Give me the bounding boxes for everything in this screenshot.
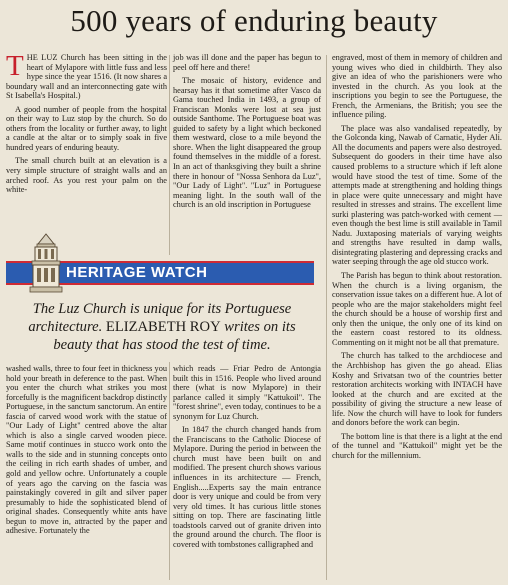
church-tower-icon (26, 232, 66, 296)
paragraph: THE LUZ Church has been sitting in the heart of Mylapore with little fuss and less hype since the year 1516. (It now shares a boundary wall and an interconnecting gate with St Isabella's Hospital.) (6, 50, 167, 101)
paragraph: The small church built at an elevation is a very simple structure of straight walls and an arched roof. As you rest your palm on the white- (6, 156, 167, 195)
paragraph: A good number of people from the hospital on their way to Luz stop by the church. So do others from the locality or further away, to light a candle at the altar or to simply soak in five hundred years of enduring beauty. (6, 104, 167, 152)
deck-tail: writes on its beauty that has stood the test of time. (53, 319, 296, 353)
column-3 (332, 53, 502, 579)
column-1-top (6, 50, 167, 257)
paragraph: The place was also vandalised repeatedly, by the Golconda king, Nawab of Carnatic, Hyder Ali. All the documents and papers were also destroyed. Subsequent do gooders in their time have also caused problems to a structure which if left alone would have stood the test of time. Some of the attempts made at strengthening and holding things in place were quite unnecessary and might have resulted in stresses and strains. The excellent lime surki plastering was patch-worked with cement — even though the best lime is still available in Tamil Nadu. Juxtaposing materials of varying weights and strengths have resulted in damp walls, disintegrating plastering and depressing cracks and water seeping through the age old stucco work. (332, 123, 502, 267)
dropcap: T (6, 50, 24, 82)
column-rule (169, 55, 170, 255)
paragraph: In 1847 the church changed hands from the Franciscans to the Catholic Diocese of Mylapore. During the period in between the church must have been built on and modified. The present church shows various influences in its architecture — French, English.....Experts say the main entrance door is very unique and could be from very very old times. It has curious little stones sitting on top. There are fascinating little toadstools carved out of granite driven into the ground around the church. The floor is covered with tombstones calligraphed and (173, 425, 321, 549)
paragraph: The church has talked to the archdiocese and the Archbishop has given the go ahead. Elias Koshy and Srivatsan two of the countries better restoration architects working with INTACH have looked at the church and are excited at the possibility of giving the structure a new lease of life. Now the church will have to look for funders and donors before the work can begin. (332, 351, 502, 428)
paragraph: engraved, most of them in memory of children and young wives who died in childbirth. They also give an idea of who the parishioners were who invested in the church. As you look at the inscriptions you begin to see the Portuguese, the French, the Armenians, the British; you see the influence piling. (332, 53, 502, 120)
paragraph: job was ill done and the paper has begun to peel off here and there! (173, 53, 321, 72)
banner-label: HERITAGE WATCH (66, 264, 208, 281)
column-rule (169, 362, 170, 580)
column-rule (326, 55, 327, 580)
byline-author: ELIZABETH ROY (105, 319, 221, 335)
headline: 500 years of enduring beauty (70, 3, 438, 38)
column-2-bottom (173, 364, 321, 580)
deck (14, 300, 310, 354)
column-1-bottom (6, 364, 167, 580)
deck-main: The Luz Church is unique for its Portuguese architecture. (28, 301, 292, 335)
paragraph: washed walls, three to four feet in thickness you hold your breath in deference to the past. When you enter the church what strikes you most forcefully is the magnificent backdrop distinctly Portuguese, in the sanctum sanctorum. An entire fascia of carved wood work with the statue of "Our Lady of Light" centred above the altar which is also a single carved wooden piece. Same motif continues in stucco work onto the walls to the side and in stunning concepts onto the ceiling in rich earth shades of umber, and gold and yellow ochre. Unfortunately a couple of years ago the carving on the fascia was painstakingly covered in gilt and silver paper presumably to hide the sophisticated blend of original shades. Consequently white ants have begun to move in, attracted by the paper and adhesive. Fortunately the (6, 364, 167, 536)
paragraph: The mosaic of history, evidence and hearsay has it that sometime after Vasco da Gama touched India in 1493, a group of Franciscan Monks were lost at sea just outside Santhome. The Portuguese boat was guided to safety by a light which beckoned them westward, close to a mile beyond the shore. When the light disappeared the group found themselves in the middle of a forest. In an act of thanksgiving they built a shrine there in honour of "Nossa Senhora da Luz", "Our Lady of Light". "Luz" in Portuguese meaning light. In the south wall of the church is an old inscription in Portuguese (173, 76, 321, 210)
paragraph: The bottom line is that there is a light at the end of the tunnel and "Kattukoil" might yet be the church for the millennium. (332, 431, 502, 460)
column-2-top (173, 53, 321, 257)
paragraph: which reads — Friar Pedro de Antongia built this in 1516. People who lived around there (what is now Mylapore) in their parlance called it simply "Kattukoil". The "forest shrine", even today, continues to be a synonym for Luz Church. (173, 364, 321, 421)
paragraph: The Parish has begun to think about restoration. When the church is a living organism, the conservation issue takes on a different hue. A lot of people who are the major stakeholders might feel the church should be a house of worship first and only then the unique, the only one of its kind on the eastern coast restored to its oldness. Commenting on it might not be all that premature. (332, 271, 502, 347)
